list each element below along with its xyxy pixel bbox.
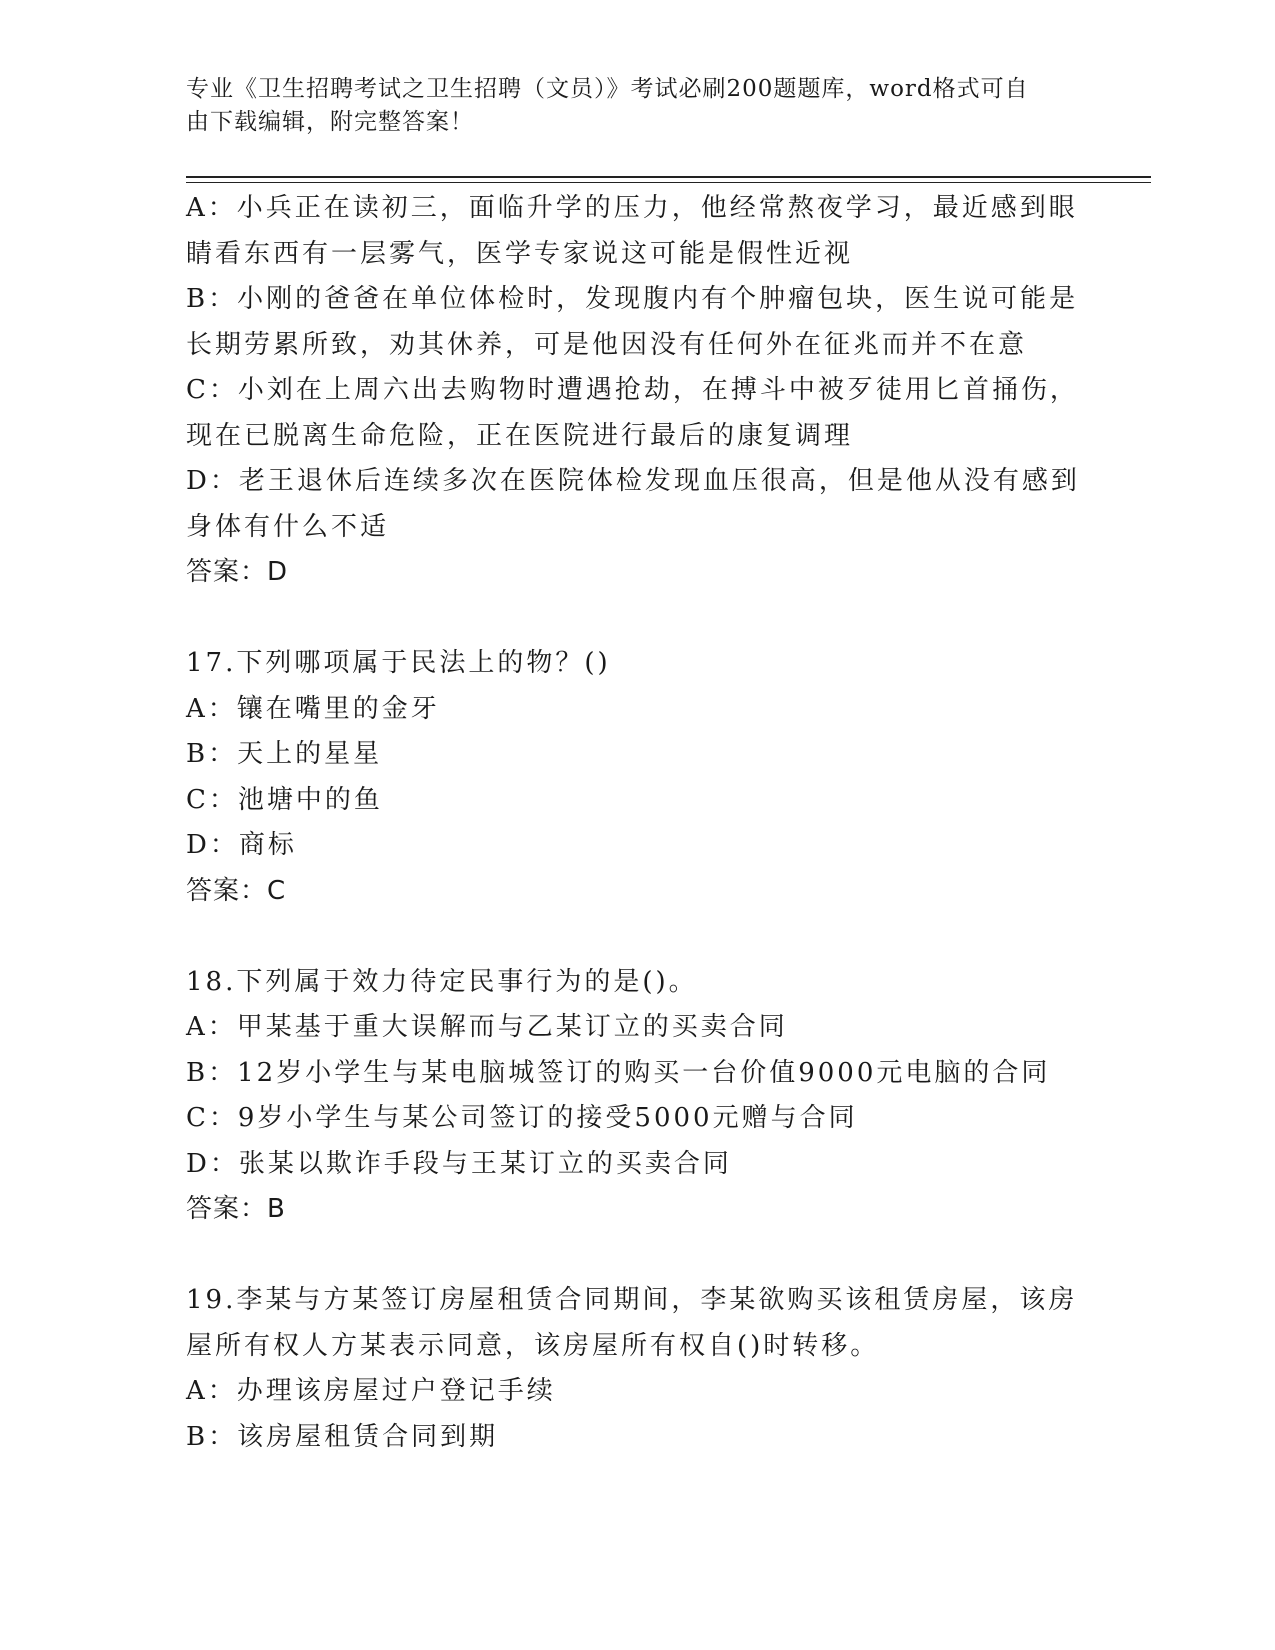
answer: 答案：B [186,1194,286,1224]
option-a-line-2: 睛看东西有一层雾气，医学专家说这可能是假性近视 [186,238,854,269]
answer: 答案：C [186,875,287,906]
question-text: 18.下列属于效力待定民事行为的是()。 [186,966,698,997]
question-16-block [186,186,1086,596]
question-text: 17.下列哪项属于民法上的物？() [186,648,611,678]
option-d: D：张某以欺诈手段与王某订立的买卖合同 [186,1148,732,1179]
question-list [186,186,1086,1460]
option-d-line-1: D：老王退休后连续多次在医院体检发现血压很高，但是他从没有感到 [186,466,1080,496]
option-b-line-2: 长期劳累所致，劝其休养，可是他因没有任何外在征兆而并不在意 [186,329,1028,360]
header-line-1: 专业《卫生招聘考试之卫生招聘（文员）》考试必刷200题题库，word格式可自 [186,76,1029,102]
answer: 答案：D [186,557,289,587]
header-line-2: 由下载编辑，附完整答案！ [186,109,474,135]
option-b: B：天上的星星 [186,739,383,769]
option-b: B：12岁小学生与某电脑城签订的购买一台价值9000元电脑的合同 [186,1057,1051,1088]
option-d: D：商标 [186,830,297,860]
option-a-line-1: A：小兵正在读初三，面临升学的压力，他经常熬夜学习，最近感到眼 [186,193,1078,223]
question-text-line-2: 屋所有权人方某表示同意，该房屋所有权自()时转移。 [186,1330,880,1361]
option-b-line-1: B：小刚的爸爸在单位体检时，发现腹内有个肿瘤包块，医生说可能是 [186,284,1079,314]
spacer [186,914,1086,960]
question-19-block [186,1278,1086,1460]
option-a: A：办理该房屋过户登记手续 [186,1376,556,1406]
question-17-block [186,641,1086,914]
option-a: A：镶在嘴里的金牙 [186,693,440,724]
spacer [186,596,1086,642]
option-c-line-2: 现在已脱离生命危险，正在医院进行最后的康复调理 [186,420,854,451]
document-header [186,73,1066,139]
option-d-line-2: 身体有什么不适 [186,511,390,542]
question-18-block [186,960,1086,1233]
option-c: C：9岁小学生与某公司签订的接受5000元赠与合同 [186,1103,858,1133]
option-c-line-1: C：小刘在上周六出去购物时遭遇抢劫，在搏斗中被歹徒用匕首捅伤， [186,375,1079,405]
header-rule-thin [186,182,1151,183]
spacer [186,1233,1086,1279]
option-a: A：甲某基于重大误解而与乙某订立的买卖合同 [186,1012,788,1042]
question-text-line-1: 19.李某与方某签订房屋租赁合同期间，李某欲购买该租赁房屋，该房 [186,1285,1078,1315]
option-b: B：该房屋租赁合同到期 [186,1421,499,1452]
header-rule-thick [186,176,1151,178]
option-c: C：池塘中的鱼 [186,784,383,815]
